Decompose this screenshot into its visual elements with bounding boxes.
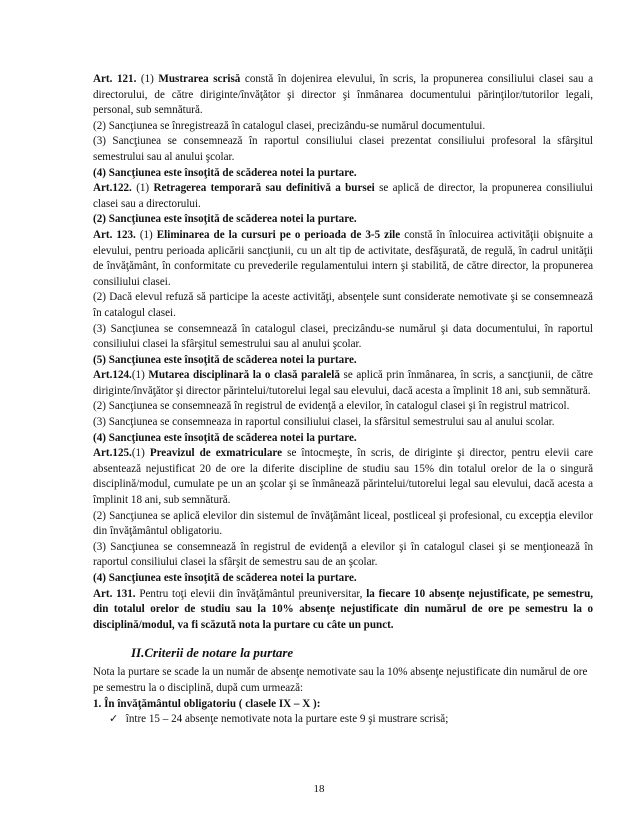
art124-paragraph-3: (3) Sancţiunea se consemneaza in raportul consiliului clasei, la sfârsitul semestrului sau al anului scolar. [93,416,555,429]
art124-paragraph-1 [93,368,593,399]
check-mark-icon: ✓ [109,713,119,726]
art123-paragraph-1 [93,228,593,290]
art125-paragraph-2: (2) Sancţiunea se aplică elevilor din sistemul de învăţământ liceal, postliceal şi profesional, cu excepţia elevilor din învăţământul obligatoriu. [93,509,593,538]
paragraph-number: (1) [139,228,153,241]
article-heading: Art. 131. [93,587,136,600]
art123-paragraph-3: (3) Sancţiunea se consemnează în catalogul clasei, precizându-se numărul şi data documentului, în raportul consiliului clasei la sfârşitul semestrului sau al anului şcolar. [93,322,593,351]
article-heading: Art.122. [93,182,132,195]
paragraph-text: constă în înlocuirea activităţii obişnuite a elevului, pentru perioada aplicării sancţiunii, cu un alt tip de activitate, desfăşurată, de regulă, în cadrul unităţii de învăţământ, în conformitate cu prevederile regulamentului intern şi stabilită, de către director, la propunerea consiliului clasei. [93,228,593,288]
subsection-heading: 1. În învăţământul obligatoriu ( clasele IX – X ): [93,697,321,710]
article-heading: Art.124. [93,369,132,382]
paragraph-number: (1) [131,369,145,382]
list-item-text: între 15 – 24 absenţe nemotivate nota la purtare este 9 şi mustrare scrisă; [125,713,449,726]
section-intro: Nota la purtare se scade la un număr de absenţe nemotivate sau la 10% absenţe nejustificate din numărul de ore pe semestru la o disciplină, după cum urmează: [93,666,588,694]
paragraph-number: (1) [136,182,150,195]
art121-paragraph-1 [93,72,593,119]
art122-paragraph-2: (2) Sancţiunea este însoţită de scăderea notei la purtare. [93,213,357,226]
art122-paragraph-1 [93,181,593,212]
art125-paragraph-3: (3) Sancţiunea se consemnează în registrul de evidenţă a elevilor şi în catalogul clasei şi se menţionează în raportul consiliului clasei la sfârşit de semestru sau de an şcolar. [93,540,593,569]
paragraph-text: se întocmeşte, în scris, de diriginte şi director, pentru elevii care absentează nejustificat 20 de ore la diferite discipline de studiu sau 15% din totalul orelor de la o singură disciplină/modul, cumulate pe un an şcolar şi se înmânează părintelui/tutorelui legal sau elevului, dacă acesta a împlinit 18 ani, sub semnătură. [93,447,594,507]
article-heading: Art. 123. [93,228,136,241]
art131-paragraph [93,587,593,634]
sanction-name: Preavizul de exmatriculare [149,447,283,460]
section-title: II.Criterii de notare la purtare [131,645,294,661]
art123-paragraph-5: (5) Sancţiunea este însoţită de scăderea notei la purtare. [93,353,357,366]
paragraph-number: (1) [131,447,145,460]
sanction-name: Eliminarea de la cursuri pe o perioada de 3-5 zile [156,228,401,241]
sanction-name: Mustrarea scrisă [158,73,241,85]
paragraph-text: se aplică de director, la propunerea consiliului clasei sau a directorului. [93,182,593,210]
art123-paragraph-2: (2) Dacă elevul refuză să participe la aceste activităţi, absenţele sunt considerate nemotivate şi se consemnează în catalogul clasei. [93,291,593,319]
art124-paragraph-4: (4) Sancţiunea este însoţită de scăderea notei la purtare. [93,431,357,444]
article-heading: Art. 121. [93,73,137,85]
paragraph-text: se aplică prin înmânarea, în scris, a sancţiunii, de către diriginte/învăţător şi director părintelui/tutorelui legal sau elevului, dacă acesta a împlinit 18 ani, sub semnătură. [93,369,593,397]
sanction-name: Mutarea disciplinară la o clasă paralelă [148,369,340,382]
art121-paragraph-4: (4) Sancţiunea este însoţită de scăderea notei la purtare. [93,166,357,179]
rule-text: la fiecare 10 absenţe nejustificate, pe semestru, din totalul orelor de studiu sau la 10% absenţe nejustificate din numărul de ore pe semestru la o disciplină/modul, va fi scăzută nota la purtare cu câte un punct. [93,587,594,631]
paragraph-text: constă în dojenirea elevului, în scris, la propunerea consiliului clasei sau a directorului, de către diriginte/învăţător şi director şi înmânarea documentului părinţilor/tutorilor legali, personal, sub semnătură. [93,73,594,117]
document-body [93,72,593,728]
art124-paragraph-2: (2) Sancţiunea se consemnează în registrul de evidenţă a elevilor, în catalogul clasei şi în registrul matricol. [93,400,570,413]
sanction-name: Retragerea temporară sau definitivă a bursei [153,182,375,195]
art121-paragraph-2: (2) Sancţiunea se înregistrează în catalogul clasei, precizându-se numărul documentului. [93,119,486,132]
page-number: 18 [313,783,325,795]
art125-paragraph-4: (4) Sancţiunea este însoţită de scăderea notei la purtare. [93,572,357,584]
art121-paragraph-3: (3) Sancţiunea se consemnează în raportul consiliului clasei prezentat consiliului profesoral la sfârşitul semestrului sau al anului şcolar. [93,135,593,163]
paragraph-number: (1) [140,73,154,85]
article-heading: Art.125. [93,447,132,460]
art125-paragraph-1 [93,446,593,508]
list-item [93,712,593,728]
paragraph-text: Pentru toţi elevii din învăţământul preuniversitar, [139,587,363,600]
